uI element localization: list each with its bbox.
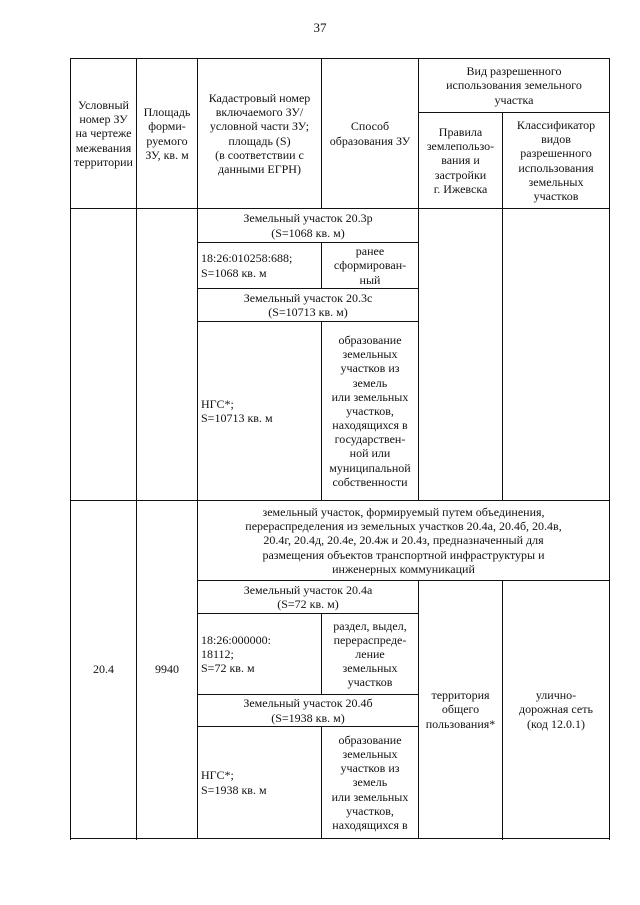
plot-number-cell: 20.4	[71, 501, 137, 839]
header-area: Площадь форми- руемого ЗУ, кв. м	[137, 59, 198, 209]
header-formation-method: Способ образования ЗУ	[322, 59, 419, 209]
subplot-header: Земельный участок 20.4а (S=72 кв. м)	[198, 581, 419, 614]
method-cell: образование земельных участков из земель или земельных участков, находящихся в государствен- ной или муниципальной собственности	[322, 322, 419, 501]
cadastre-cell: НГС*; S=1938 кв. м	[198, 727, 322, 839]
table-row	[71, 501, 610, 581]
header-plot-number: Условный номер ЗУ на чертеже межевания территории	[71, 59, 137, 209]
method-cell: образование земельных участков из земель или земельных участков, находящихся в	[322, 727, 419, 839]
plot-area-cell: 9940	[137, 501, 198, 839]
page-number: 37	[313, 20, 327, 35]
subplot-header: Земельный участок 20.4б (S=1938 кв. м)	[198, 695, 419, 727]
header-rules: Правила землепользо- вания и застройки г. Ижевска	[419, 113, 503, 209]
cadastre-cell: 18:26:010258:688; S=1068 кв. м	[198, 243, 322, 289]
rules-use-cell: территория общего пользования*	[419, 581, 503, 839]
header-row-top	[71, 59, 610, 113]
cadastre-cell: 18:26:000000: 18112; S=72 кв. м	[198, 614, 322, 695]
header-permitted-use-group: Вид разрешенного использования земельного участка	[419, 59, 610, 113]
empty-cell	[71, 209, 137, 501]
subplot-header: Земельный участок 20.3с (S=10713 кв. м)	[198, 289, 419, 322]
header-cadastre: Кадастровый номер включаемого ЗУ/ условной части ЗУ; площадь (S) (в соответствии с данными ЕГРН)	[198, 59, 322, 209]
classifier-use-cell: улично- дорожная сеть (код 12.0.1)	[503, 581, 610, 839]
land-plots-table	[70, 58, 610, 839]
empty-cell	[137, 209, 198, 501]
subplot-header: Земельный участок 20.3р (S=1068 кв. м)	[198, 209, 419, 243]
plot-description: земельный участок, формируемый путем объединения, перераспределения из земельных участков 20.4а, 20.4б, 20.4в, 20.4г, 20.4д, 20.4е, 20.4ж и 20.4з, предназначенный для размещения объектов транспортной инфраструктуры и инженерных коммуникаций	[198, 501, 610, 581]
header-classifier: Классификатор видов разрешенного использования земельных участков	[503, 113, 610, 209]
method-cell: раздел, выдел, перераспреде- ление земельных участков	[322, 614, 419, 695]
table-row	[71, 209, 610, 243]
empty-cell	[503, 209, 610, 501]
empty-cell	[419, 209, 503, 501]
cadastre-cell: НГС*; S=10713 кв. м	[198, 322, 322, 501]
method-cell: ранее сформирован- ный	[322, 243, 419, 289]
